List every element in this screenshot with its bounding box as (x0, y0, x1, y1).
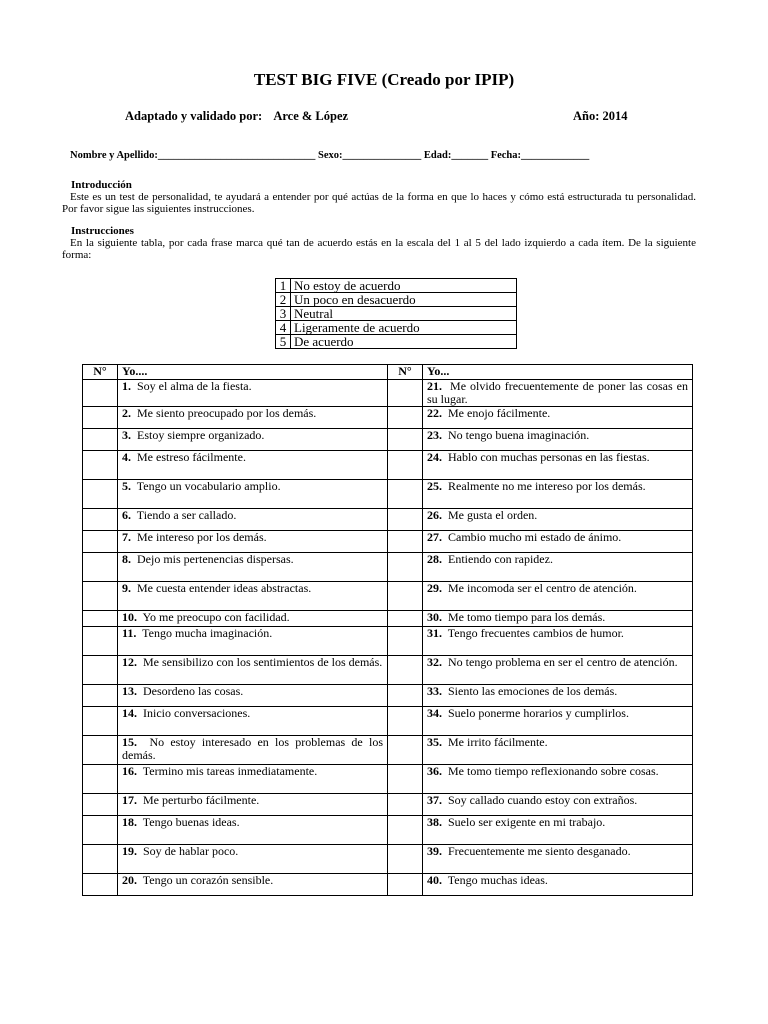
item-number: 10. (122, 610, 137, 624)
table-row (83, 480, 693, 509)
scale-row (276, 335, 517, 349)
item-number: 25. (427, 479, 442, 493)
item-cell-right (423, 874, 693, 896)
answer-cell-left (83, 685, 118, 707)
answer-cell-left (83, 765, 118, 794)
item-cell-left (118, 611, 388, 627)
table-row (83, 553, 693, 582)
item-text: Me tomo tiempo para los demás. (448, 610, 606, 624)
item-text: Termino mis tareas inmediatamente. (142, 764, 318, 778)
scale-number: 1 (276, 279, 291, 293)
item-cell-right (423, 451, 693, 480)
item-text: No estoy interesado en los problemas de los demás. (122, 735, 383, 762)
answer-cell-left (83, 380, 118, 407)
item-statement (122, 429, 383, 442)
item-number: 24. (427, 450, 442, 464)
item-text: Tiendo a ser callado. (136, 508, 237, 522)
answer-cell-right (388, 582, 423, 611)
item-cell-left (118, 451, 388, 480)
item-statement (427, 794, 688, 807)
item-number: 28. (427, 552, 442, 566)
item-number: 11. (122, 626, 137, 640)
answer-cell-right (388, 380, 423, 407)
item-cell-left (118, 656, 388, 685)
answer-cell-left (83, 451, 118, 480)
item-number: 35. (427, 735, 442, 749)
item-cell-left (118, 380, 388, 407)
table-row (83, 627, 693, 656)
item-statement (122, 480, 383, 493)
table-row (83, 874, 693, 896)
item-statement (427, 656, 688, 669)
answer-cell-right (388, 611, 423, 627)
item-cell-left (118, 765, 388, 794)
scale-label: Un poco en desacuerdo (291, 293, 517, 307)
answer-cell-left (83, 553, 118, 582)
item-statement (427, 685, 688, 698)
item-text: Me siento preocupado por los demás. (137, 406, 317, 420)
item-cell-right (423, 845, 693, 874)
item-statement (122, 380, 383, 393)
item-statement (122, 582, 383, 595)
header-yo-left: Yo.... (118, 365, 388, 380)
item-text: No tengo problema en ser el centro de atención. (448, 655, 678, 669)
item-text: Frecuentemente me siento desganado. (448, 844, 631, 858)
item-statement (427, 531, 688, 544)
item-statement (427, 553, 688, 566)
answer-cell-left (83, 611, 118, 627)
item-cell-left (118, 582, 388, 611)
item-cell-left (118, 553, 388, 582)
item-text: Tengo frecuentes cambios de humor. (447, 626, 624, 640)
item-number: 21. (427, 379, 442, 393)
table-row (83, 429, 693, 451)
authors: Arce & López (273, 109, 349, 123)
answer-cell-right (388, 451, 423, 480)
personal-fields-line: Nombre y Apellido:______________________________ Sexo:_______________ Edad:_______ Fecha:_____________ (70, 150, 590, 161)
item-number: 34. (427, 706, 442, 720)
item-statement (427, 480, 688, 493)
item-cell-left (118, 736, 388, 765)
answer-cell-right (388, 736, 423, 765)
header-no-left: N° (83, 365, 118, 380)
answer-cell-left (83, 816, 118, 845)
scale-number: 4 (276, 321, 291, 335)
table-row (83, 611, 693, 627)
item-statement (427, 380, 688, 406)
item-number: 13. (122, 684, 137, 698)
item-statement (122, 531, 383, 544)
table-row (83, 380, 693, 407)
answer-cell-right (388, 794, 423, 816)
item-text: Siento las emociones de los demás. (448, 684, 618, 698)
item-statement (122, 627, 383, 640)
item-text: Yo me preocupo con facilidad. (142, 610, 290, 624)
item-text: Soy callado cuando estoy con extraños. (448, 793, 638, 807)
scale-row (276, 321, 517, 335)
item-statement (122, 685, 383, 698)
item-cell-right (423, 611, 693, 627)
intro-heading: Introducción (71, 179, 132, 191)
scale-label: De acuerdo (291, 335, 517, 349)
item-statement (122, 794, 383, 807)
item-number: 7. (122, 530, 131, 544)
scale-label: Neutral (291, 307, 517, 321)
item-number: 40. (427, 873, 442, 887)
item-number: 36. (427, 764, 442, 778)
item-text: Me olvido frecuentemente de poner las cosas en su lugar. (427, 379, 689, 406)
scale-row (276, 279, 517, 293)
instructions-heading: Instrucciones (71, 225, 134, 237)
item-number: 15. (122, 735, 137, 749)
item-text: Suelo ser exigente en mi trabajo. (448, 815, 606, 829)
answer-cell-left (83, 736, 118, 765)
scale-label: Ligeramente de acuerdo (291, 321, 517, 335)
answer-cell-left (83, 627, 118, 656)
item-number: 19. (122, 844, 137, 858)
item-cell-left (118, 794, 388, 816)
item-statement (427, 509, 688, 522)
item-text: Me tomo tiempo reflexionando sobre cosas. (448, 764, 659, 778)
item-number: 27. (427, 530, 442, 544)
item-text: Tengo un corazón sensible. (142, 873, 274, 887)
table-row (83, 736, 693, 765)
item-cell-left (118, 480, 388, 509)
item-number: 32. (427, 655, 442, 669)
item-number: 1. (122, 379, 131, 393)
header-no-right: N° (388, 365, 423, 380)
item-statement (122, 611, 383, 624)
answer-cell-left (83, 874, 118, 896)
scale-number: 5 (276, 335, 291, 349)
item-number: 20. (122, 873, 137, 887)
item-cell-right (423, 765, 693, 794)
item-number: 6. (122, 508, 131, 522)
answer-cell-right (388, 656, 423, 685)
table-row (83, 407, 693, 429)
item-cell-right (423, 480, 693, 509)
item-text: Cambio mucho mi estado de ánimo. (448, 530, 622, 544)
item-statement (122, 509, 383, 522)
table-row (83, 845, 693, 874)
table-row (83, 451, 693, 480)
item-cell-right (423, 816, 693, 845)
answer-cell-right (388, 765, 423, 794)
item-statement (122, 407, 383, 420)
item-text: Me gusta el orden. (448, 508, 538, 522)
item-cell-left (118, 509, 388, 531)
answer-cell-right (388, 874, 423, 896)
item-statement (122, 816, 383, 829)
item-text: Hablo con muchas personas en las fiestas. (448, 450, 650, 464)
table-row (83, 656, 693, 685)
answer-cell-left (83, 707, 118, 736)
item-number: 33. (427, 684, 442, 698)
item-text: Me sensibilizo con los sentimientos de los demás. (143, 655, 383, 669)
item-text: Suelo ponerme horarios y cumplirlos. (448, 706, 629, 720)
item-cell-left (118, 845, 388, 874)
item-statement (427, 874, 688, 887)
item-number: 8. (122, 552, 131, 566)
item-number: 39. (427, 844, 442, 858)
item-cell-right (423, 794, 693, 816)
answer-cell-right (388, 480, 423, 509)
adapted-line (125, 109, 348, 124)
scale-table (275, 278, 517, 349)
item-cell-right (423, 656, 693, 685)
item-number: 9. (122, 581, 131, 595)
item-number: 16. (122, 764, 137, 778)
item-cell-left (118, 816, 388, 845)
item-statement (427, 765, 688, 778)
item-text: Entiendo con rapidez. (448, 552, 553, 566)
year-label: Año: 2014 (573, 109, 628, 123)
item-number: 12. (122, 655, 137, 669)
item-text: Tengo buenas ideas. (142, 815, 240, 829)
answer-cell-right (388, 509, 423, 531)
item-cell-left (118, 707, 388, 736)
table-row (83, 816, 693, 845)
item-statement (122, 707, 383, 720)
answer-cell-right (388, 407, 423, 429)
item-text: Realmente no me intereso por los demás. (448, 479, 646, 493)
instructions-text (62, 237, 696, 261)
item-number: 26. (427, 508, 442, 522)
answer-cell-left (83, 582, 118, 611)
item-statement (427, 816, 688, 829)
table-row (83, 531, 693, 553)
answer-cell-left (83, 509, 118, 531)
item-statement (427, 611, 688, 624)
answer-cell-left (83, 845, 118, 874)
item-text: Me estreso fácilmente. (137, 450, 246, 464)
item-statement (427, 582, 688, 595)
item-text: Soy de hablar poco. (143, 844, 239, 858)
answer-cell-left (83, 656, 118, 685)
intro-body: Este es un test de personalidad, te ayudará a entender por qué actúas de la forma en que lo haces y cómo está estructurada tu personalidad. Por favor sigue las siguientes instrucciones. (62, 191, 696, 215)
item-number: 3. (122, 428, 131, 442)
item-statement (427, 429, 688, 442)
item-statement (122, 451, 383, 464)
item-text: Me perturbo fácilmente. (143, 793, 260, 807)
item-text: Dejo mis pertenencias dispersas. (137, 552, 294, 566)
item-cell-left (118, 429, 388, 451)
item-number: 5. (122, 479, 131, 493)
item-cell-right (423, 380, 693, 407)
item-cell-left (118, 627, 388, 656)
item-text: Inicio conversaciones. (143, 706, 251, 720)
item-number: 31. (427, 626, 442, 640)
header-yo-right: Yo... (423, 365, 693, 380)
scale-row (276, 307, 517, 321)
item-statement (122, 553, 383, 566)
intro-text (62, 191, 696, 215)
item-cell-right (423, 582, 693, 611)
item-cell-left (118, 685, 388, 707)
item-number: 4. (122, 450, 131, 464)
item-cell-right (423, 553, 693, 582)
scale-label: No estoy de acuerdo (291, 279, 517, 293)
item-number: 18. (122, 815, 137, 829)
item-number: 17. (122, 793, 137, 807)
item-text: Desordeno las cosas. (143, 684, 244, 698)
item-cell-right (423, 531, 693, 553)
answer-cell-right (388, 816, 423, 845)
item-cell-left (118, 407, 388, 429)
answer-cell-right (388, 627, 423, 656)
item-number: 30. (427, 610, 442, 624)
item-text: Tengo muchas ideas. (447, 873, 548, 887)
item-text: Me irrito fácilmente. (448, 735, 548, 749)
answer-cell-right (388, 845, 423, 874)
item-number: 2. (122, 406, 131, 420)
items-table (82, 364, 693, 896)
table-row (83, 685, 693, 707)
item-number: 37. (427, 793, 442, 807)
item-text: Tengo mucha imaginación. (142, 626, 273, 640)
scale-row (276, 293, 517, 307)
item-text: Soy el alma de la fiesta. (137, 379, 252, 393)
item-text: Me intereso por los demás. (137, 530, 267, 544)
item-text: Me incomoda ser el centro de atención. (448, 581, 637, 595)
table-row (83, 794, 693, 816)
answer-cell-left (83, 794, 118, 816)
item-number: 22. (427, 406, 442, 420)
item-statement (427, 627, 688, 640)
item-cell-right (423, 627, 693, 656)
answer-cell-right (388, 531, 423, 553)
item-statement (427, 845, 688, 858)
answer-cell-right (388, 685, 423, 707)
item-text: Tengo un vocabulario amplio. (136, 479, 281, 493)
answer-cell-right (388, 429, 423, 451)
item-statement (427, 736, 688, 749)
item-statement (122, 845, 383, 858)
item-number: 14. (122, 706, 137, 720)
item-cell-right (423, 736, 693, 765)
item-cell-left (118, 874, 388, 896)
item-statement (122, 765, 383, 778)
table-row (83, 582, 693, 611)
scale-number: 2 (276, 293, 291, 307)
item-number: 23. (427, 428, 442, 442)
item-statement (427, 451, 688, 464)
table-row (83, 765, 693, 794)
item-cell-right (423, 407, 693, 429)
item-cell-left (118, 531, 388, 553)
scale-number: 3 (276, 307, 291, 321)
items-table-header (83, 365, 693, 380)
item-number: 38. (427, 815, 442, 829)
item-statement (427, 707, 688, 720)
item-cell-right (423, 509, 693, 531)
answer-cell-left (83, 429, 118, 451)
answer-cell-right (388, 553, 423, 582)
item-cell-right (423, 429, 693, 451)
answer-cell-left (83, 480, 118, 509)
instructions-body: En la siguiente tabla, por cada frase marca qué tan de acuerdo estás en la escala del 1 al 5 del lado izquierdo a cada ítem. De la siguiente forma: (62, 237, 696, 261)
document-title: TEST BIG FIVE (Creado por IPIP) (253, 70, 515, 89)
item-statement (122, 656, 383, 669)
table-row (83, 509, 693, 531)
answer-cell-left (83, 531, 118, 553)
item-statement (122, 874, 383, 887)
item-text: Estoy siempre organizado. (137, 428, 265, 442)
item-text: No tengo buena imaginación. (448, 428, 590, 442)
item-cell-right (423, 707, 693, 736)
item-statement (427, 407, 688, 420)
table-row (83, 707, 693, 736)
answer-cell-left (83, 407, 118, 429)
item-number: 29. (427, 581, 442, 595)
item-text: Me cuesta entender ideas abstractas. (137, 581, 312, 595)
adapted-label: Adaptado y validado por: (125, 109, 263, 123)
item-text: Me enojo fácilmente. (448, 406, 551, 420)
answer-cell-right (388, 707, 423, 736)
item-statement (122, 736, 383, 762)
item-cell-right (423, 685, 693, 707)
